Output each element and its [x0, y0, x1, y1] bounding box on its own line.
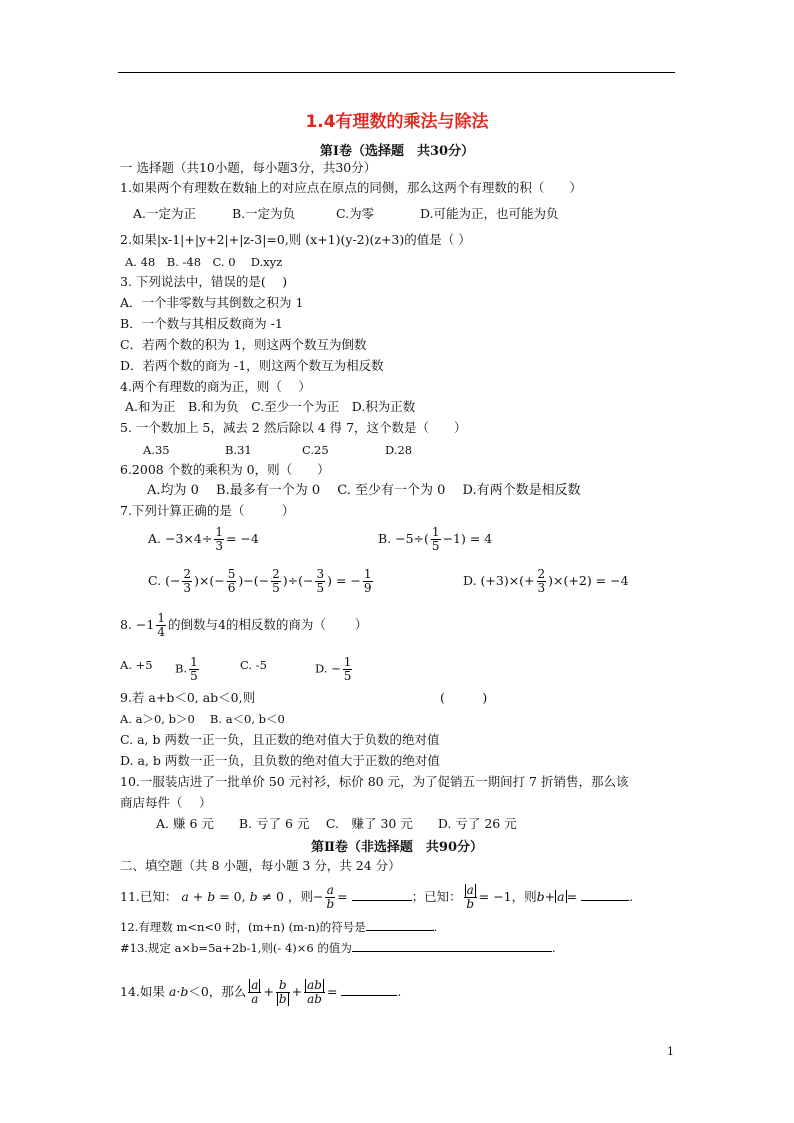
- q8-option-a: A. +5: [120, 658, 153, 672]
- q2-options: A. 48 B. -48 C. 0 D.xyz: [125, 255, 283, 269]
- q3-option-c: C．若两个数的积为 1，则这两个数互为倒数: [120, 337, 367, 352]
- q3-option-a: A．一个非零数与其倒数之积为 1: [120, 295, 304, 310]
- q1-option-d: D.可能为正，也可能为负: [420, 206, 559, 221]
- page-number: 1: [667, 1045, 674, 1058]
- q10-stem-line1: 10.一服装店进了一批单价 50 元衬衫，标价 80 元，为了促销五一期间打 7 折销售，那么该: [120, 774, 629, 789]
- q7-stem: 7.下列计算正确的是（ ）: [120, 503, 295, 518]
- q5-option-a: A.35: [143, 443, 170, 457]
- q6-stem: 6.2008 个数的乘积为 0，则（ ）: [120, 462, 330, 477]
- q7-option-d: D. (+3)×(+ $\frac{2}{3}$ )×(+2) = −4: [463, 567, 629, 595]
- part2-heading: 第Ⅱ卷（非选择题 共90分）: [310, 840, 484, 855]
- section2-heading: 二、填空题（共 8 小题，每小题 3 分，共 24 分）: [120, 858, 401, 873]
- page-title: 1.4有理数的乘法与除法: [305, 112, 489, 132]
- q3-option-d: D．若两个数的商为 -1，则这两个数互为相反数: [120, 358, 384, 373]
- q11: 11.已知： a + b = 0, b ≠ 0 ，则− $\frac{a}{b}$ = ；已知： $\frac{a}{b}$ = −1，则b+ a = .: [120, 883, 634, 911]
- q6-options: A.均为 0 B.最多有一个为 0 C. 至少有一个为 0 D.有两个数是相反数: [147, 483, 581, 498]
- q9-options-ab: A. a＞0, b＞0 B. a＜0, b＜0: [120, 712, 285, 726]
- q2-stem: 2.如果|x-1|+|y+2|+|z-3|=0,则 (x+1)(y-2)(z+3)的值是（ ）: [120, 232, 471, 247]
- q3-stem: 3. 下列说法中，错误的是( ): [120, 274, 288, 289]
- q8-option-d: D. − $\frac{1}{5}$: [315, 655, 352, 683]
- q8-option-b: B. $\frac{1}{5}$: [175, 655, 198, 683]
- q1-stem: 1.如果两个有理数在数轴上的对应点在原点的同侧，那么这两个有理数的积（ ）: [120, 180, 582, 195]
- q4-stem: 4.两个有理数的商为正，则（ ）: [120, 379, 311, 394]
- q7-option-a: A. −3×4÷ $\frac{1}{3}$ = −4: [148, 525, 259, 553]
- header-rule: [118, 72, 675, 73]
- q13: #13.规定 a×b=5a+2b-1,则(- 4)×6 的值为 .: [120, 941, 556, 955]
- q9-stem: 9.若 a+b＜0, ab＜0,则: [120, 690, 256, 705]
- q10-stem-line2: 商店每件（ ）: [120, 795, 212, 810]
- q1-option-c: C.为零: [336, 206, 375, 221]
- q9-option-d: D. a, b 两数一正一负，且负数的绝对值大于正数的绝对值: [120, 753, 440, 768]
- q5-stem: 5. 一个数加上 5，减去 2 然后除以 4 得 7，这个数是（ ）: [120, 420, 467, 435]
- part1-heading: 第Ⅰ卷（选择题 共30分）: [319, 144, 475, 159]
- q12: 12.有理数 m<n<0 时，(m+n) (m-n)的符号是 .: [120, 920, 438, 934]
- q9-option-c: C. a, b 两数一正一负，且正数的绝对值大于负数的绝对值: [120, 732, 440, 747]
- q5-option-c: C.25: [302, 443, 329, 457]
- q9-answer-paren: ( ): [440, 690, 488, 705]
- q8-option-c: C. -5: [240, 658, 267, 672]
- q4-options: A.和为正 B.和为负 C.至少一个为正 D.积为正数: [125, 399, 416, 414]
- section1-heading: 一 选择题（共10小题，每小题3分，共30分）: [120, 160, 377, 175]
- q3-option-b: B．一个数与其相反数商为 -1: [120, 316, 283, 331]
- q1-option-b: B.一定为负: [232, 206, 296, 221]
- q7-option-c: C. (− $\frac{2}{3}$ )×(− $\frac{5}{6}$ )−(− $\frac{2}{5}$ )÷(− $\frac{3}{5}$ ) = − $\frac{1}{9}$: [148, 567, 372, 595]
- q8-stem: 8. −1 $\frac{1}{4}$ 的倒数与4的相反数的商为（ ）: [120, 611, 368, 639]
- q7-option-b: B. −5÷( $\frac{1}{5}$ −1) = 4: [378, 525, 493, 553]
- q5-option-b: B.31: [225, 443, 252, 457]
- q5-option-d: D.28: [385, 443, 413, 457]
- q1-option-a: A.一定为正: [133, 206, 197, 221]
- q10-options: A. 赚 6 元 B. 亏了 6 元 C. 赚了 30 元 D. 亏了 26 元: [156, 816, 517, 831]
- q14: 14.如果 a·b＜0，那么 $\frac{a}{a}$ + $\frac{b}{b}$ + $\frac{ab}{ab}$ = .: [120, 978, 402, 1006]
